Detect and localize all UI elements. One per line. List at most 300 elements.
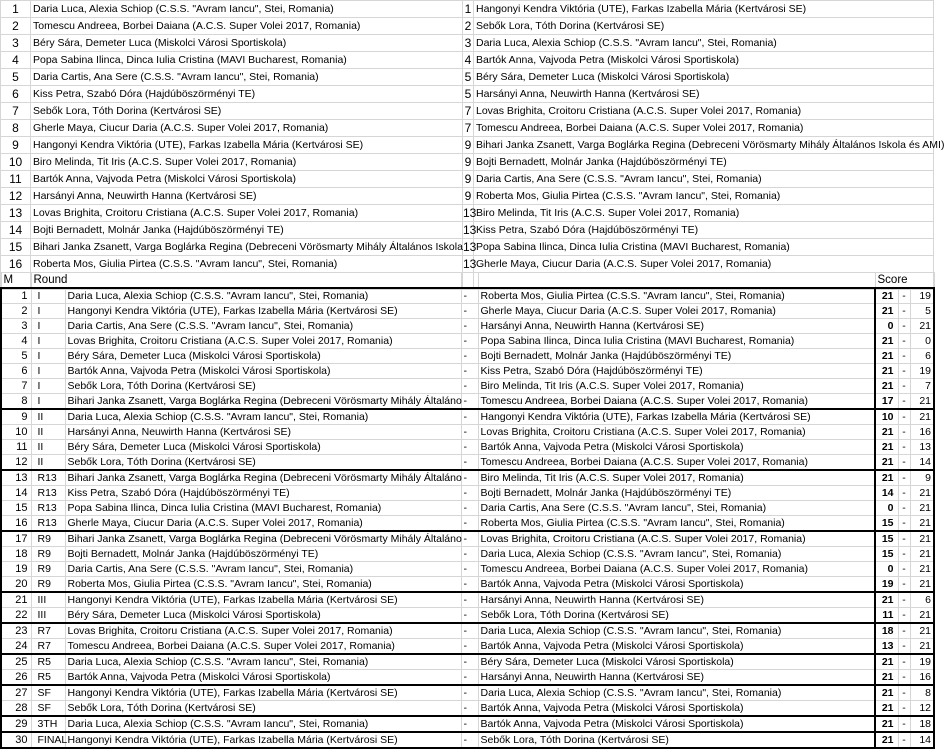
match-score-1[interactable]: 11 [875,608,898,624]
match-round[interactable]: III [31,592,65,608]
match-score-2[interactable]: 21 [910,547,934,562]
match-separator[interactable]: - [461,608,478,624]
match-score-2[interactable]: 21 [910,319,934,334]
match-team-1[interactable]: Daria Cartis, Ana Sere (C.S.S. "Avram Iancu", Stei, Romania) [65,319,461,334]
ranking-right-team[interactable]: Bojti Bernadett, Molnár Janka (Hajdúböszörményi TE) [474,154,934,171]
ranking-left-number[interactable]: 2 [1,18,31,35]
match-number[interactable]: 8 [1,394,31,410]
match-team-1[interactable]: Hangonyi Kendra Viktória (UTE), Farkas Izabella Mária (Kertvárosi SE) [65,592,461,608]
match-score-2[interactable]: 21 [910,516,934,532]
ranking-left-number[interactable]: 1 [1,1,31,18]
ranking-left-team[interactable]: Daria Cartis, Ana Sere (C.S.S. "Avram Iancu", Stei, Romania) [31,69,463,86]
ranking-right-team[interactable]: Bartók Anna, Vajvoda Petra (Miskolci Városi Sportiskola) [474,52,934,69]
match-score-2[interactable]: 19 [910,288,934,304]
ranking-right-number[interactable]: 5 [463,86,474,103]
match-team-2[interactable]: Tomescu Andreea, Borbei Daiana (A.C.S. Super Volei 2017, Romania) [478,562,875,577]
match-score-2[interactable]: 14 [910,732,934,748]
match-score-separator[interactable]: - [898,364,910,379]
match-team-1[interactable]: Bihari Janka Zsanett, Varga Boglárka Regina (Debreceni Vörösmarty Mihály Általáno [65,394,461,410]
match-team-1[interactable]: Daria Cartis, Ana Sere (C.S.S. "Avram Iancu", Stei, Romania) [65,562,461,577]
match-score-1[interactable]: 15 [875,547,898,562]
match-number[interactable]: 20 [1,577,31,593]
match-separator[interactable]: - [461,501,478,516]
match-number[interactable]: 6 [1,364,31,379]
match-number[interactable]: 7 [1,379,31,394]
match-score-1[interactable]: 18 [875,623,898,639]
match-team-2[interactable]: Bartók Anna, Vajvoda Petra (Miskolci Városi Sportiskola) [478,577,875,593]
match-separator[interactable]: - [461,639,478,655]
match-number[interactable]: 22 [1,608,31,624]
match-separator[interactable]: - [461,516,478,532]
ranking-right-team[interactable]: Roberta Mos, Giulia Pirtea (C.S.S. "Avram Iancu", Stei, Romania) [474,188,934,205]
match-score-2[interactable]: 6 [910,349,934,364]
ranking-right-number[interactable]: 13 [463,222,477,237]
match-team-1[interactable]: Roberta Mos, Giulia Pirtea (C.S.S. "Avram Iancu", Stei, Romania) [65,577,461,593]
match-score-separator[interactable]: - [898,592,910,608]
match-round[interactable]: R13 [31,470,65,486]
match-number[interactable]: 10 [1,425,31,440]
match-separator[interactable]: - [461,531,478,547]
ranking-left-number[interactable]: 3 [1,35,31,52]
match-team-2[interactable]: Bartók Anna, Vajvoda Petra (Miskolci Városi Sportiskola) [478,716,875,732]
ranking-right-team[interactable]: Harsányi Anna, Neuwirth Hanna (Kertvárosi SE) [474,86,934,103]
ranking-left-number[interactable]: 12 [1,188,31,205]
match-separator[interactable]: - [461,685,478,701]
match-team-2[interactable]: Daria Luca, Alexia Schiop (C.S.S. "Avram Iancu", Stei, Romania) [478,623,875,639]
ranking-right-number[interactable]: 7 [463,120,474,137]
match-number[interactable]: 12 [1,455,31,471]
ranking-right-team[interactable]: Sebők Lora, Tóth Dorina (Kertvárosi SE) [474,18,934,35]
match-separator[interactable]: - [461,288,478,304]
ranking-left-team[interactable]: Biro Melinda, Tit Iris (A.C.S. Super Volei 2017, Romania) [31,154,463,171]
ranking-right-team[interactable]: Hangonyi Kendra Viktória (UTE), Farkas Izabella Mária (Kertvárosi SE) [474,1,934,18]
ranking-right-team[interactable]: Biro Melinda, Tit Iris (A.C.S. Super Volei 2017, Romania) [474,205,934,222]
match-round[interactable]: R13 [31,501,65,516]
ranking-right-number[interactable]: 7 [463,103,474,120]
match-separator[interactable]: - [461,304,478,319]
match-score-1[interactable]: 15 [875,516,898,532]
ranking-left-number[interactable]: 14 [1,222,31,239]
match-round[interactable]: I [31,334,65,349]
match-score-2[interactable]: 16 [910,670,934,686]
ranking-left-number[interactable]: 15 [1,239,31,256]
match-team-2[interactable]: Harsányi Anna, Neuwirth Hanna (Kertvárosi SE) [478,670,875,686]
match-round[interactable]: R9 [31,547,65,562]
match-score-2[interactable]: 12 [910,701,934,717]
match-team-1[interactable]: Bihari Janka Zsanett, Varga Boglárka Regina (Debreceni Vörösmarty Mihály Általáno [65,470,461,486]
match-round[interactable]: R5 [31,654,65,670]
ranking-right-team[interactable]: Béry Sára, Demeter Luca (Miskolci Városi Sportiskola) [474,69,934,86]
match-team-2[interactable]: Bojti Bernadett, Molnár Janka (Hajdúböszörményi TE) [478,349,875,364]
match-score-2[interactable]: 21 [910,562,934,577]
match-round[interactable]: R9 [31,577,65,593]
match-number[interactable]: 11 [1,440,31,455]
match-team-1[interactable]: Daria Luca, Alexia Schiop (C.S.S. "Avram Iancu", Stei, Romania) [65,409,461,425]
match-team-1[interactable]: Daria Luca, Alexia Schiop (C.S.S. "Avram Iancu", Stei, Romania) [65,288,461,304]
ranking-right-number[interactable]: 2 [463,18,474,35]
ranking-left-number[interactable]: 4 [1,52,31,69]
match-number[interactable]: 4 [1,334,31,349]
match-team-2[interactable]: Popa Sabina Ilinca, Dinca Iulia Cristina (MAVI Bucharest, Romania) [478,334,875,349]
match-team-2[interactable]: Bojti Bernadett, Molnár Janka (Hajdúböszörményi TE) [478,486,875,501]
match-score-2[interactable]: 0 [910,334,934,349]
ranking-left-number[interactable]: 10 [1,154,31,171]
match-score-1[interactable]: 21 [875,670,898,686]
match-separator[interactable]: - [461,319,478,334]
ranking-left-number[interactable]: 11 [1,171,31,188]
match-number[interactable]: 13 [1,470,31,486]
match-score-2[interactable]: 21 [910,394,934,410]
match-team-1[interactable]: Sebők Lora, Tóth Dorina (Kertvárosi SE) [65,379,461,394]
match-team-2[interactable]: Sebők Lora, Tóth Dorina (Kertvárosi SE) [478,732,875,748]
match-team-2[interactable]: Lovas Brighita, Croitoru Cristiana (A.C.S. Super Volei 2017, Romania) [478,531,875,547]
ranking-right-number[interactable]: 1 [463,1,474,18]
match-team-1[interactable]: Bojti Bernadett, Molnár Janka (Hajdúböszörményi TE) [65,547,461,562]
match-score-2[interactable]: 19 [910,364,934,379]
match-separator[interactable]: - [461,425,478,440]
match-team-1[interactable]: Popa Sabina Ilinca, Dinca Iulia Cristina (MAVI Bucharest, Romania) [65,501,461,516]
match-score-separator[interactable]: - [898,623,910,639]
ranking-right-team[interactable]: Daria Cartis, Ana Sere (C.S.S. "Avram Iancu", Stei, Romania) [474,171,934,188]
ranking-left-team[interactable]: Sebők Lora, Tóth Dorina (Kertvárosi SE) [31,103,463,120]
match-score-2[interactable]: 21 [910,501,934,516]
match-number[interactable]: 17 [1,531,31,547]
match-score-2[interactable]: 9 [910,470,934,486]
match-separator[interactable]: - [461,455,478,471]
ranking-right-number[interactable]: 9 [463,154,474,171]
ranking-right-team[interactable]: Tomescu Andreea, Borbei Daiana (A.C.S. Super Volei 2017, Romania) [474,120,934,137]
match-round[interactable]: R7 [31,639,65,655]
match-team-1[interactable]: Béry Sára, Demeter Luca (Miskolci Városi Sportiskola) [65,440,461,455]
match-score-separator[interactable]: - [898,334,910,349]
match-number[interactable]: 18 [1,547,31,562]
match-score-2[interactable]: 7 [910,379,934,394]
match-separator[interactable]: - [461,486,478,501]
match-separator[interactable]: - [461,334,478,349]
ranking-right-number[interactable]: 3 [463,35,474,52]
match-score-1[interactable]: 21 [875,701,898,717]
match-score-separator[interactable]: - [898,455,910,471]
ranking-left-team[interactable]: Gherle Maya, Ciucur Daria (A.C.S. Super Volei 2017, Romania) [31,120,463,137]
match-score-1[interactable]: 21 [875,364,898,379]
match-score-1[interactable]: 19 [875,577,898,593]
match-score-1[interactable]: 21 [875,654,898,670]
ranking-left-team[interactable]: Hangonyi Kendra Viktória (UTE), Farkas Izabella Mária (Kertvárosi SE) [31,137,463,154]
match-team-2[interactable]: Harsányi Anna, Neuwirth Hanna (Kertvárosi SE) [478,319,875,334]
match-score-separator[interactable]: - [898,304,910,319]
match-score-2[interactable]: 21 [910,608,934,624]
ranking-left-number[interactable]: 8 [1,120,31,137]
match-team-2[interactable]: Bartók Anna, Vajvoda Petra (Miskolci Városi Sportiskola) [478,440,875,455]
match-score-1[interactable]: 0 [875,562,898,577]
match-score-separator[interactable]: - [898,531,910,547]
match-score-2[interactable]: 13 [910,440,934,455]
match-separator[interactable]: - [461,654,478,670]
match-score-2[interactable]: 21 [910,409,934,425]
match-separator[interactable]: - [461,732,478,748]
match-team-2[interactable]: Roberta Mos, Giulia Pirtea (C.S.S. "Avram Iancu", Stei, Romania) [478,516,875,532]
match-round[interactable]: R13 [31,486,65,501]
match-score-separator[interactable]: - [898,562,910,577]
ranking-left-team[interactable]: Bihari Janka Zsanett, Varga Boglárka Regina (Debreceni Vörösmarty Mihály Általános Iskola [31,239,463,256]
ranking-left-team[interactable]: Tomescu Andreea, Borbei Daiana (A.C.S. Super Volei 2017, Romania) [31,18,463,35]
match-score-1[interactable]: 21 [875,732,898,748]
match-round[interactable]: R13 [31,516,65,532]
match-number[interactable]: 9 [1,409,31,425]
match-round[interactable]: I [31,394,65,410]
match-score-2[interactable]: 21 [910,577,934,593]
match-score-2[interactable]: 21 [910,486,934,501]
match-score-1[interactable]: 21 [875,425,898,440]
match-score-separator[interactable]: - [898,470,910,486]
match-round[interactable]: I [31,364,65,379]
match-round[interactable]: SF [31,701,65,717]
match-separator[interactable]: - [461,364,478,379]
ranking-left-team[interactable]: Kiss Petra, Szabó Dóra (Hajdúböszörményi TE) [31,86,463,103]
match-score-2[interactable]: 14 [910,455,934,471]
ranking-left-number[interactable]: 7 [1,103,31,120]
match-number[interactable]: 14 [1,486,31,501]
match-score-1[interactable]: 21 [875,304,898,319]
match-score-2[interactable]: 18 [910,716,934,732]
match-score-2[interactable]: 21 [910,623,934,639]
ranking-left-number[interactable]: 5 [1,69,31,86]
ranking-right-number[interactable]: 9 [463,171,474,188]
match-score-separator[interactable]: - [898,501,910,516]
match-score-2[interactable]: 8 [910,685,934,701]
match-round[interactable]: R7 [31,623,65,639]
match-score-1[interactable]: 21 [875,470,898,486]
match-score-1[interactable]: 21 [875,349,898,364]
match-team-2[interactable]: Biro Melinda, Tit Iris (A.C.S. Super Volei 2017, Romania) [478,379,875,394]
match-number[interactable]: 15 [1,501,31,516]
match-separator[interactable]: - [461,547,478,562]
match-score-separator[interactable]: - [898,440,910,455]
ranking-right-team[interactable]: Lovas Brighita, Croitoru Cristiana (A.C.S. Super Volei 2017, Romania) [474,103,934,120]
ranking-left-number[interactable]: 6 [1,86,31,103]
match-separator[interactable]: - [461,562,478,577]
match-team-1[interactable]: Daria Luca, Alexia Schiop (C.S.S. "Avram Iancu", Stei, Romania) [65,654,461,670]
match-score-separator[interactable]: - [898,516,910,532]
match-score-separator[interactable]: - [898,685,910,701]
match-round[interactable]: II [31,425,65,440]
match-score-2[interactable]: 5 [910,304,934,319]
ranking-right-team[interactable]: Gherle Maya, Ciucur Daria (A.C.S. Super Volei 2017, Romania) [474,256,934,273]
match-round[interactable]: II [31,440,65,455]
match-score-2[interactable]: 21 [910,639,934,655]
match-score-separator[interactable]: - [898,349,910,364]
match-team-1[interactable]: Harsányi Anna, Neuwirth Hanna (Kertvárosi SE) [65,425,461,440]
match-round[interactable]: I [31,349,65,364]
match-score-separator[interactable]: - [898,288,910,304]
ranking-left-team[interactable]: Popa Sabina Ilinca, Dinca Iulia Cristina (MAVI Bucharest, Romania) [31,52,463,69]
ranking-left-team[interactable]: Lovas Brighita, Croitoru Cristiana (A.C.S. Super Volei 2017, Romania) [31,205,463,222]
match-team-1[interactable]: Sebők Lora, Tóth Dorina (Kertvárosi SE) [65,455,461,471]
match-team-2[interactable]: Gherle Maya, Ciucur Daria (A.C.S. Super Volei 2017, Romania) [478,304,875,319]
match-score-separator[interactable]: - [898,425,910,440]
match-separator[interactable]: - [461,701,478,717]
match-round[interactable]: 3TH [31,716,65,732]
match-round[interactable]: I [31,379,65,394]
match-round[interactable]: R5 [31,670,65,686]
match-team-2[interactable]: Daria Luca, Alexia Schiop (C.S.S. "Avram Iancu", Stei, Romania) [478,685,875,701]
match-team-2[interactable]: Roberta Mos, Giulia Pirtea (C.S.S. "Avram Iancu", Stei, Romania) [478,288,875,304]
ranking-left-number[interactable]: 9 [1,137,31,154]
match-score-2[interactable]: 6 [910,592,934,608]
match-team-2[interactable]: Tomescu Andreea, Borbei Daiana (A.C.S. Super Volei 2017, Romania) [478,455,875,471]
match-separator[interactable]: - [461,670,478,686]
match-score-separator[interactable]: - [898,319,910,334]
ranking-left-team[interactable]: Bojti Bernadett, Molnár Janka (Hajdúböszörményi TE) [31,222,463,239]
ranking-right-number[interactable]: 9 [463,188,474,205]
ranking-left-team[interactable]: Béry Sára, Demeter Luca (Miskolci Városi Sportiskola) [31,35,463,52]
match-score-2[interactable]: 16 [910,425,934,440]
ranking-right-number[interactable]: 13 [463,205,477,220]
match-score-separator[interactable]: - [898,701,910,717]
ranking-left-team[interactable]: Roberta Mos, Giulia Pirtea (C.S.S. "Avram Iancu", Stei, Romania) [31,256,463,273]
match-round[interactable]: III [31,608,65,624]
match-score-separator[interactable]: - [898,654,910,670]
match-score-1[interactable]: 13 [875,639,898,655]
match-separator[interactable]: - [461,623,478,639]
ranking-left-team[interactable]: Bartók Anna, Vajvoda Petra (Miskolci Városi Sportiskola) [31,171,463,188]
match-round[interactable]: SF [31,685,65,701]
match-team-1[interactable]: Daria Luca, Alexia Schiop (C.S.S. "Avram Iancu", Stei, Romania) [65,716,461,732]
match-score-1[interactable]: 21 [875,685,898,701]
match-score-separator[interactable]: - [898,608,910,624]
match-score-1[interactable]: 15 [875,531,898,547]
ranking-right-number[interactable]: 4 [463,52,474,69]
match-score-separator[interactable]: - [898,732,910,748]
match-score-1[interactable]: 21 [875,716,898,732]
match-number[interactable]: 30 [1,732,31,748]
match-score-separator[interactable]: - [898,394,910,410]
match-number[interactable]: 26 [1,670,31,686]
match-team-1[interactable]: Hangonyi Kendra Viktória (UTE), Farkas Izabella Mária (Kertvárosi SE) [65,685,461,701]
match-score-1[interactable]: 21 [875,592,898,608]
match-separator[interactable]: - [461,592,478,608]
ranking-right-team[interactable]: Daria Luca, Alexia Schiop (C.S.S. "Avram Iancu", Stei, Romania) [474,35,934,52]
match-score-1[interactable]: 21 [875,455,898,471]
match-separator[interactable]: - [461,440,478,455]
ranking-right-team[interactable]: Bihari Janka Zsanett, Varga Boglárka Regina (Debreceni Vörösmarty Mihály Általános Iskola és AMI) [474,137,934,154]
match-round[interactable]: R9 [31,531,65,547]
match-number[interactable]: 19 [1,562,31,577]
match-round[interactable]: I [31,319,65,334]
ranking-right-number[interactable]: 5 [463,69,474,86]
match-score-1[interactable]: 0 [875,319,898,334]
match-round[interactable]: II [31,455,65,471]
match-team-2[interactable]: Bartók Anna, Vajvoda Petra (Miskolci Városi Sportiskola) [478,639,875,655]
match-score-separator[interactable]: - [898,670,910,686]
match-separator[interactable]: - [461,409,478,425]
match-team-2[interactable]: Tomescu Andreea, Borbei Daiana (A.C.S. Super Volei 2017, Romania) [478,394,875,410]
match-team-2[interactable]: Sebők Lora, Tóth Dorina (Kertvárosi SE) [478,608,875,624]
ranking-left-number[interactable]: 13 [1,205,31,222]
match-team-1[interactable]: Béry Sára, Demeter Luca (Miskolci Városi Sportiskola) [65,349,461,364]
match-team-1[interactable]: Hangonyi Kendra Viktória (UTE), Farkas Izabella Mária (Kertvárosi SE) [65,732,461,748]
match-team-2[interactable]: Lovas Brighita, Croitoru Cristiana (A.C.S. Super Volei 2017, Romania) [478,425,875,440]
match-team-2[interactable]: Daria Cartis, Ana Sere (C.S.S. "Avram Iancu", Stei, Romania) [478,501,875,516]
match-number[interactable]: 1 [1,288,31,304]
match-team-1[interactable]: Bartók Anna, Vajvoda Petra (Miskolci Városi Sportiskola) [65,364,461,379]
match-team-2[interactable]: Biro Melinda, Tit Iris (A.C.S. Super Volei 2017, Romania) [478,470,875,486]
match-number[interactable]: 27 [1,685,31,701]
match-separator[interactable]: - [461,577,478,593]
match-team-2[interactable]: Béry Sára, Demeter Luca (Miskolci Városi Sportiskola) [478,654,875,670]
match-separator[interactable]: - [461,349,478,364]
ranking-left-team[interactable]: Daria Luca, Alexia Schiop (C.S.S. "Avram Iancu", Stei, Romania) [31,1,463,18]
match-number[interactable]: 25 [1,654,31,670]
match-score-1[interactable]: 10 [875,409,898,425]
match-team-1[interactable]: Hangonyi Kendra Viktória (UTE), Farkas Izabella Mária (Kertvárosi SE) [65,304,461,319]
match-team-2[interactable]: Kiss Petra, Szabó Dóra (Hajdúböszörményi TE) [478,364,875,379]
match-number[interactable]: 2 [1,304,31,319]
match-score-separator[interactable]: - [898,577,910,593]
ranking-right-number[interactable]: 13 [463,256,477,271]
match-score-separator[interactable]: - [898,547,910,562]
match-score-1[interactable]: 21 [875,288,898,304]
match-score-1[interactable]: 21 [875,334,898,349]
match-round[interactable]: FINAL [31,732,65,748]
match-team-2[interactable]: Bartók Anna, Vajvoda Petra (Miskolci Városi Sportiskola) [478,701,875,717]
match-separator[interactable]: - [461,379,478,394]
match-number[interactable]: 29 [1,716,31,732]
match-number[interactable]: 16 [1,516,31,532]
match-round[interactable]: II [31,409,65,425]
match-separator[interactable]: - [461,716,478,732]
match-score-separator[interactable]: - [898,486,910,501]
match-round[interactable]: I [31,288,65,304]
match-number[interactable]: 21 [1,592,31,608]
match-team-1[interactable]: Lovas Brighita, Croitoru Cristiana (A.C.S. Super Volei 2017, Romania) [65,334,461,349]
match-team-1[interactable]: Béry Sára, Demeter Luca (Miskolci Városi Sportiskola) [65,608,461,624]
match-team-1[interactable]: Sebők Lora, Tóth Dorina (Kertvárosi SE) [65,701,461,717]
match-team-1[interactable]: Kiss Petra, Szabó Dóra (Hajdúböszörményi TE) [65,486,461,501]
match-team-2[interactable]: Daria Luca, Alexia Schiop (C.S.S. "Avram Iancu", Stei, Romania) [478,547,875,562]
match-score-separator[interactable]: - [898,409,910,425]
match-score-2[interactable]: 19 [910,654,934,670]
match-score-1[interactable]: 21 [875,379,898,394]
match-separator[interactable]: - [461,394,478,410]
match-score-separator[interactable]: - [898,639,910,655]
match-number[interactable]: 3 [1,319,31,334]
match-score-separator[interactable]: - [898,716,910,732]
ranking-left-team[interactable]: Harsányi Anna, Neuwirth Hanna (Kertvárosi SE) [31,188,463,205]
match-round[interactable]: R9 [31,562,65,577]
match-team-2[interactable]: Harsányi Anna, Neuwirth Hanna (Kertvárosi SE) [478,592,875,608]
match-score-1[interactable]: 14 [875,486,898,501]
match-score-1[interactable]: 0 [875,501,898,516]
match-team-1[interactable]: Tomescu Andreea, Borbei Daiana (A.C.S. Super Volei 2017, Romania) [65,639,461,655]
match-team-2[interactable]: Hangonyi Kendra Viktória (UTE), Farkas Izabella Mária (Kertvárosi SE) [478,409,875,425]
match-score-1[interactable]: 17 [875,394,898,410]
ranking-right-number[interactable]: 13 [463,239,477,254]
ranking-right-team[interactable]: Popa Sabina Ilinca, Dinca Iulia Cristina (MAVI Bucharest, Romania) [474,239,934,256]
match-number[interactable]: 23 [1,623,31,639]
ranking-right-team[interactable]: Kiss Petra, Szabó Dóra (Hajdúböszörményi TE) [474,222,934,239]
match-number[interactable]: 5 [1,349,31,364]
match-score-2[interactable]: 21 [910,531,934,547]
match-score-1[interactable]: 21 [875,440,898,455]
match-round[interactable]: I [31,304,65,319]
match-team-1[interactable]: Bihari Janka Zsanett, Varga Boglárka Regina (Debreceni Vörösmarty Mihály Általáno [65,531,461,547]
ranking-right-number[interactable]: 9 [463,137,474,154]
match-separator[interactable]: - [461,470,478,486]
match-number[interactable]: 28 [1,701,31,717]
match-number[interactable]: 24 [1,639,31,655]
match-team-1[interactable]: Lovas Brighita, Croitoru Cristiana (A.C.S. Super Volei 2017, Romania) [65,623,461,639]
